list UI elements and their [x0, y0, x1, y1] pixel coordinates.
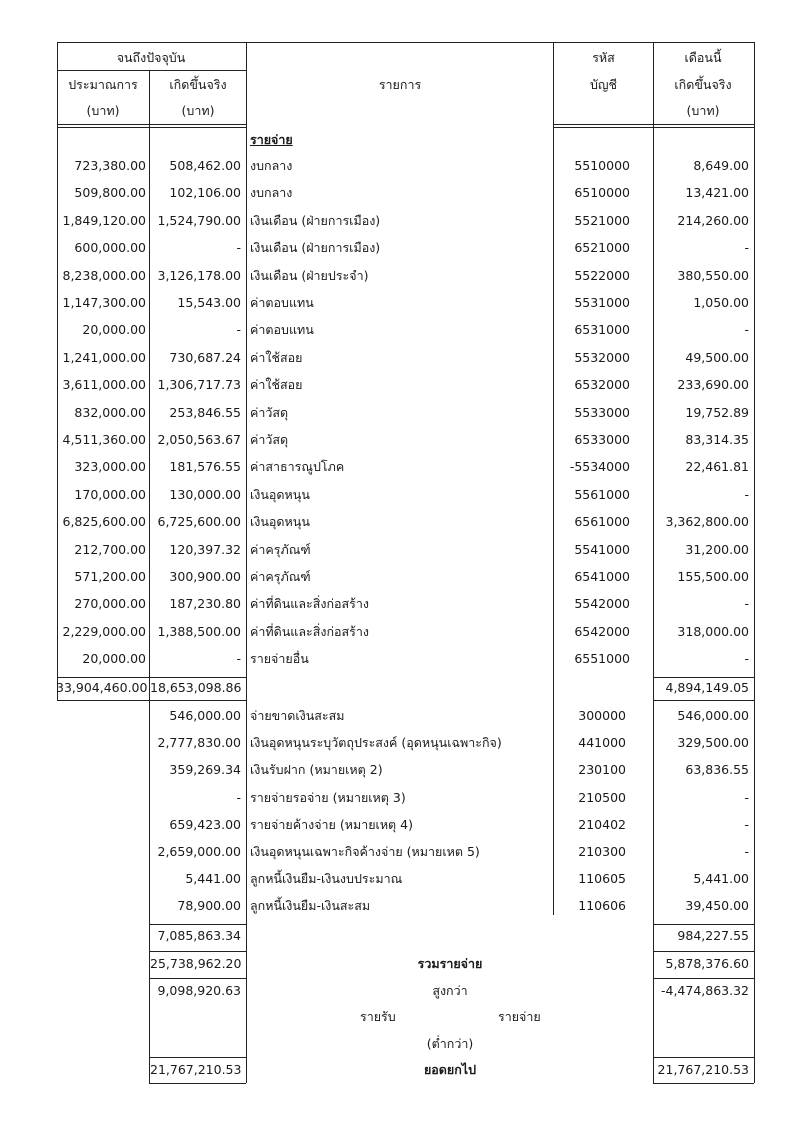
row-actual: 1,306,717.73: [157, 377, 241, 392]
row-month: 19,752.89: [685, 405, 749, 420]
grid-vline: [553, 42, 554, 915]
difference-income-label: รายรับ: [360, 1009, 396, 1024]
row-estimate: 571,200.00: [74, 569, 146, 584]
difference-actual: 9,098,920.63: [157, 983, 241, 998]
grid-vline: [754, 42, 755, 127]
row-item: งบกลาง: [250, 158, 293, 173]
other-row-month: -: [744, 817, 749, 832]
row-month: 155,500.00: [677, 569, 749, 584]
row-item: ค่าใช้สอย: [250, 350, 303, 365]
row-code: 5533000: [574, 405, 630, 420]
total-month: 5,878,376.60: [665, 956, 749, 971]
other-row-month: 329,500.00: [677, 735, 749, 750]
row-code: 6521000: [574, 240, 630, 255]
other-row-actual: 546,000.00: [169, 708, 241, 723]
total-label: รวมรายจ่าย: [417, 956, 483, 971]
row-month: 83,314.35: [685, 432, 749, 447]
grid-hline: [653, 677, 754, 678]
header-unit-left: (บาท): [86, 103, 120, 118]
row-item: ค่าตอบแทน: [250, 295, 314, 310]
row-item: รายจ่ายอื่น: [250, 651, 309, 666]
row-estimate: 600,000.00: [74, 240, 146, 255]
row-code: 5541000: [574, 542, 630, 557]
row-item: ค่าครุภัณฑ์: [250, 569, 311, 584]
header-month-unit: (บาท): [686, 103, 720, 118]
row-month: -: [744, 240, 749, 255]
other-row-code: 300000: [578, 708, 626, 723]
row-actual: 300,900.00: [169, 569, 241, 584]
row-code: -5534000: [569, 459, 630, 474]
row-code: 6532000: [574, 377, 630, 392]
row-estimate: 6,825,600.00: [62, 514, 146, 529]
row-code: 6542000: [574, 624, 630, 639]
grid-hline: [653, 1083, 754, 1084]
row-code: 5542000: [574, 596, 630, 611]
row-month: 318,000.00: [677, 624, 749, 639]
grid-hline: [149, 951, 246, 952]
row-item: ค่าวัสดุ: [250, 432, 289, 447]
other-row-item: เงินอุดหนุนระบุวัตถุประสงค์ (อุดหนุนเฉพาะกิจ): [250, 735, 502, 750]
grid-hline: [57, 42, 754, 43]
row-actual: 181,576.55: [169, 459, 241, 474]
row-month: 3,362,800.00: [665, 514, 749, 529]
row-item: เงินเดือน (ฝ่ายประจำ): [250, 268, 369, 283]
grid-hline: [653, 978, 754, 979]
row-code: 6551000: [574, 651, 630, 666]
row-month: -: [744, 322, 749, 337]
row-month: -: [744, 487, 749, 502]
row-month: 31,200.00: [685, 542, 749, 557]
row-estimate: 723,380.00: [74, 158, 146, 173]
other-row-item: เงินรับฝาก (หมายเหตุ 2): [250, 762, 383, 777]
row-item: เงินเดือน (ฝ่ายการเมือง): [250, 213, 381, 228]
row-actual: 1,524,790.00: [157, 213, 241, 228]
row-estimate: 4,511,360.00: [62, 432, 146, 447]
row-month: 8,649.00: [693, 158, 749, 173]
other-row-month: 63,836.55: [685, 762, 749, 777]
row-item: ค่าวัสดุ: [250, 405, 289, 420]
row-estimate: 8,238,000.00: [62, 268, 146, 283]
row-item: เงินอุดหนุน: [250, 487, 310, 502]
row-estimate: 170,000.00: [74, 487, 146, 502]
header-code-top: รหัส: [592, 50, 615, 65]
row-estimate: 1,241,000.00: [62, 350, 146, 365]
grid-hline: [57, 124, 246, 125]
total-actual: 25,738,962.20: [150, 956, 242, 971]
grid-hline: [653, 924, 754, 925]
subtotal1-estimate: 33,904,460.00: [56, 680, 148, 695]
other-row-code: 210300: [578, 844, 626, 859]
header-actual-label: เกิดขึ้นจริง: [169, 77, 227, 92]
header-month-mid: เกิดขึ้นจริง: [674, 77, 732, 92]
other-row-actual: 2,777,830.00: [157, 735, 241, 750]
row-code: 6541000: [574, 569, 630, 584]
other-row-code: 110606: [578, 898, 626, 913]
row-code: 5521000: [574, 213, 630, 228]
row-estimate: 323,000.00: [74, 459, 146, 474]
header-month-top: เดือนนี้: [684, 50, 722, 65]
other-row-item: จ่ายขาดเงินสะสม: [250, 708, 345, 723]
row-item: เงินอุดหนุน: [250, 514, 310, 529]
subtotal1-actual: 18,653,098.86: [150, 680, 242, 695]
row-actual: -: [236, 240, 241, 255]
row-item: ค่าครุภัณฑ์: [250, 542, 311, 557]
other-row-item: เงินอุดหนุนเฉพาะกิจค้างจ่าย (หมายเหต 5): [250, 844, 480, 859]
header-code-bottom: บัญชี: [589, 77, 618, 92]
row-item: ค่าที่ดินและสิ่งก่อสร้าง: [250, 596, 369, 611]
subtotal1-month: 4,894,149.05: [665, 680, 749, 695]
other-row-month: 5,441.00: [693, 871, 749, 886]
grid-hline: [149, 924, 246, 925]
row-item: งบกลาง: [250, 185, 293, 200]
row-estimate: 832,000.00: [74, 405, 146, 420]
difference-expense-label: รายจ่าย: [498, 1009, 541, 1024]
row-estimate: 1,849,120.00: [62, 213, 146, 228]
other-row-actual: 659,423.00: [169, 817, 241, 832]
other-row-item: รายจ่ายรอจ่าย (หมายเหตุ 3): [250, 790, 406, 805]
header-unit-mid: (บาท): [181, 103, 215, 118]
row-estimate: 270,000.00: [74, 596, 146, 611]
row-month: 22,461.81: [685, 459, 749, 474]
grid-hline: [653, 951, 754, 952]
header-group-label: จนถึงปัจจุบัน: [116, 50, 186, 65]
grid-hline: [57, 700, 246, 701]
other-row-code: 210500: [578, 790, 626, 805]
row-code: 5510000: [574, 158, 630, 173]
row-code: 6531000: [574, 322, 630, 337]
row-actual: 130,000.00: [169, 487, 241, 502]
grid-vline: [754, 127, 755, 1083]
row-month: 13,421.00: [685, 185, 749, 200]
other-row-actual: 359,269.34: [169, 762, 241, 777]
other-row-month: 39,450.00: [685, 898, 749, 913]
difference-higher-label: สูงกว่า: [432, 983, 468, 998]
row-month: 380,550.00: [677, 268, 749, 283]
other-row-actual: -: [236, 790, 241, 805]
row-actual: 6,725,600.00: [157, 514, 241, 529]
subtotal2-actual: 7,085,863.34: [157, 928, 241, 943]
grid-hline: [653, 700, 754, 701]
header-item-label: รายการ: [378, 77, 422, 92]
row-actual: 102,106.00: [169, 185, 241, 200]
row-month: 233,690.00: [677, 377, 749, 392]
grid-hline: [57, 677, 246, 678]
row-actual: 1,388,500.00: [157, 624, 241, 639]
row-estimate: 1,147,300.00: [62, 295, 146, 310]
row-item: ค่าสาธารณูปโภค: [250, 459, 345, 474]
other-row-item: ลูกหนี้เงินยืม-เงินงบประมาณ: [250, 871, 403, 886]
row-actual: 508,462.00: [169, 158, 241, 173]
row-estimate: 509,800.00: [74, 185, 146, 200]
section-title: รายจ่าย: [250, 132, 293, 147]
other-row-actual: 78,900.00: [177, 898, 241, 913]
row-actual: 120,397.32: [169, 542, 241, 557]
row-code: 5532000: [574, 350, 630, 365]
difference-lower-label: (ต่ำกว่า): [426, 1036, 474, 1051]
other-row-code: 210402: [578, 817, 626, 832]
other-row-item: รายจ่ายค้างจ่าย (หมายเหตุ 4): [250, 817, 413, 832]
row-code: 6510000: [574, 185, 630, 200]
grid-hline: [149, 978, 246, 979]
other-row-item: ลูกหนี้เงินยืม-เงินสะสม: [250, 898, 371, 913]
grid-vline: [149, 700, 150, 1083]
other-row-actual: 2,659,000.00: [157, 844, 241, 859]
row-actual: 15,543.00: [177, 295, 241, 310]
row-actual: 2,050,563.67: [157, 432, 241, 447]
other-row-code: 110605: [578, 871, 626, 886]
row-item: เงินเดือน (ฝ่ายการเมือง): [250, 240, 381, 255]
other-row-month: -: [744, 790, 749, 805]
row-actual: 187,230.80: [169, 596, 241, 611]
other-row-month: -: [744, 844, 749, 859]
subtotal2-month: 984,227.55: [677, 928, 749, 943]
row-code: 6561000: [574, 514, 630, 529]
row-estimate: 20,000.00: [82, 651, 146, 666]
row-month: 1,050.00: [693, 295, 749, 310]
row-actual: 3,126,178.00: [157, 268, 241, 283]
row-month: 214,260.00: [677, 213, 749, 228]
grid-hline: [57, 70, 246, 71]
row-actual: 730,687.24: [169, 350, 241, 365]
grid-hline: [149, 1083, 246, 1084]
other-row-month: 546,000.00: [677, 708, 749, 723]
row-actual: -: [236, 322, 241, 337]
row-code: 5522000: [574, 268, 630, 283]
row-estimate: 2,229,000.00: [62, 624, 146, 639]
row-estimate: 20,000.00: [82, 322, 146, 337]
row-estimate: 3,611,000.00: [62, 377, 146, 392]
row-item: ค่าใช้สอย: [250, 377, 303, 392]
other-row-code: 441000: [578, 735, 626, 750]
row-code: 5531000: [574, 295, 630, 310]
row-month: -: [744, 651, 749, 666]
difference-month: -4,474,863.32: [660, 983, 749, 998]
header-estimate-label: ประมาณการ: [68, 77, 138, 92]
row-code: 5561000: [574, 487, 630, 502]
carried-month: 21,767,210.53: [657, 1062, 749, 1077]
carried-actual: 21,767,210.53: [150, 1062, 242, 1077]
grid-hline: [57, 127, 246, 128]
other-row-code: 230100: [578, 762, 626, 777]
row-month: -: [744, 596, 749, 611]
other-row-actual: 5,441.00: [185, 871, 241, 886]
grid-vline: [246, 42, 247, 1083]
row-item: ค่าตอบแทน: [250, 322, 314, 337]
row-month: 49,500.00: [685, 350, 749, 365]
row-actual: -: [236, 651, 241, 666]
row-code: 6533000: [574, 432, 630, 447]
grid-hline: [653, 1057, 754, 1058]
row-actual: 253,846.55: [169, 405, 241, 420]
grid-hline: [149, 1057, 246, 1058]
row-item: ค่าที่ดินและสิ่งก่อสร้าง: [250, 624, 369, 639]
carried-label: ยอดยกไป: [423, 1062, 477, 1077]
row-estimate: 212,700.00: [74, 542, 146, 557]
